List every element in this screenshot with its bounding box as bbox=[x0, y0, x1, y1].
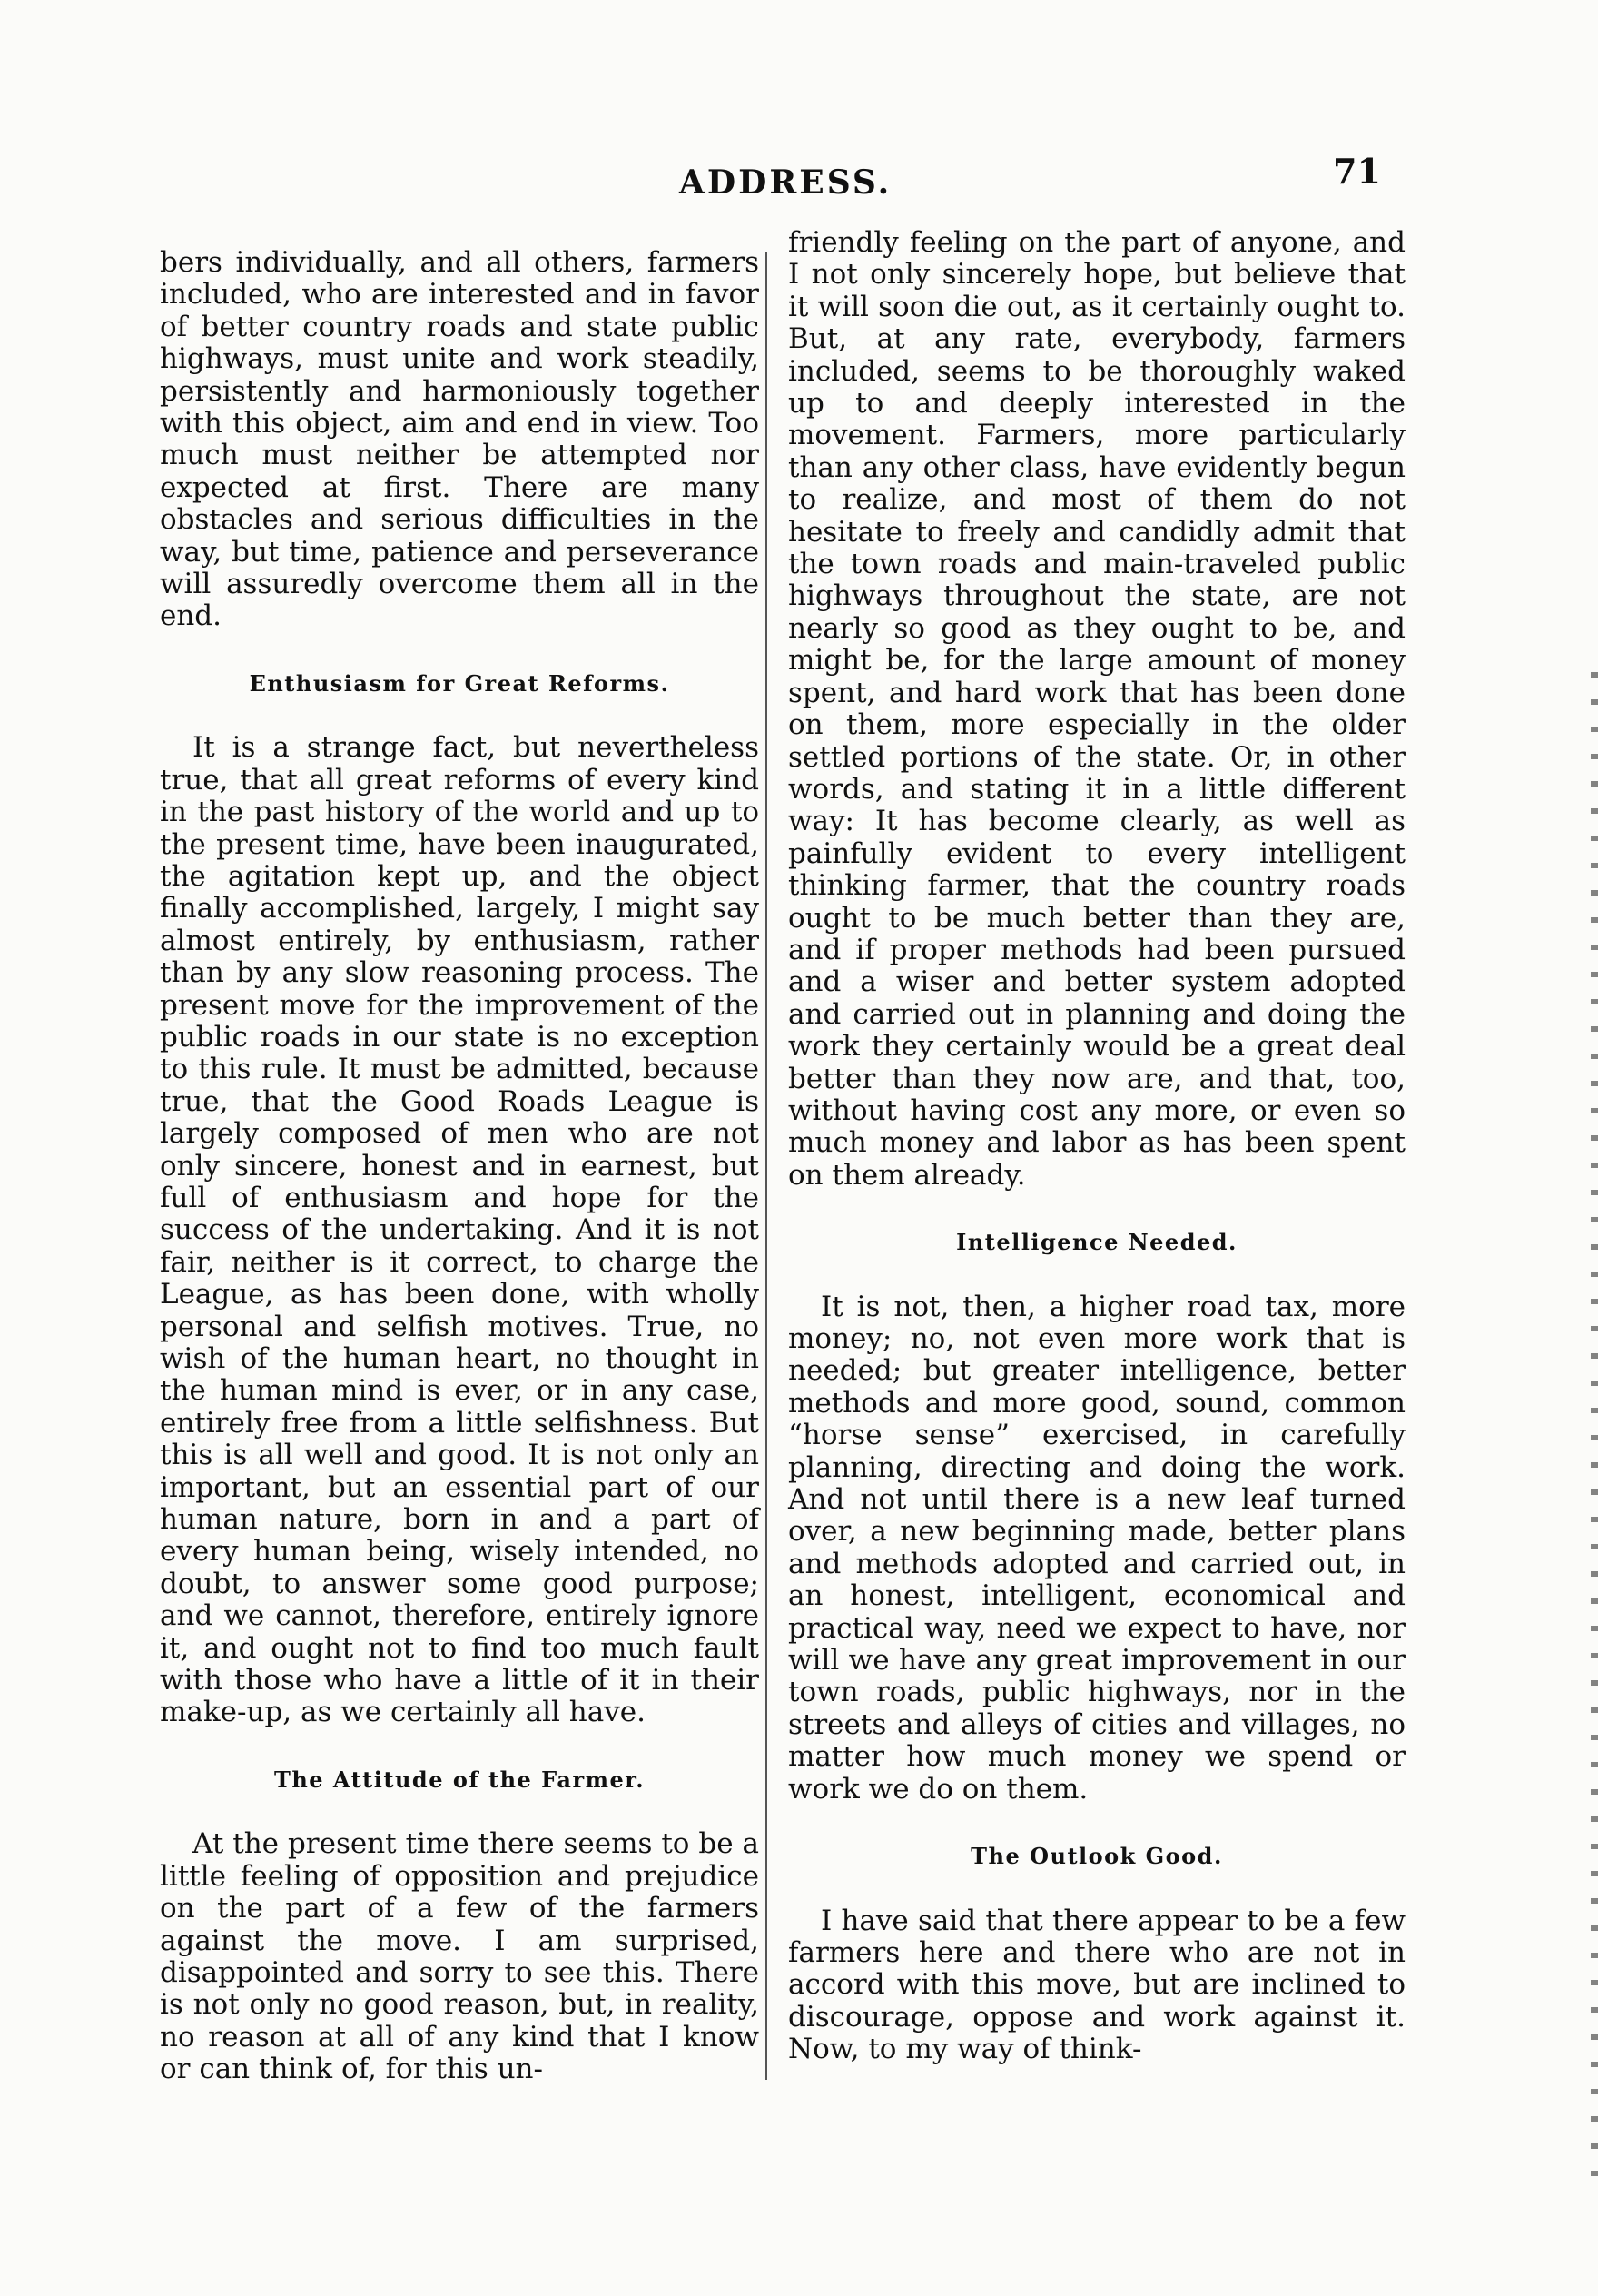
paragraph-attitude: At the present time there seems to be a little feeling of opposition and prejudice on the part of a few of the farmers against the move. I am surprised, disappointed and sorry to see this. There is not only no good reason, but, in reality, no reason at all of any kind that I know or can think of, for this un- bbox=[160, 1827, 759, 2086]
right-column bbox=[788, 227, 1406, 2066]
section-heading-intelligence: Intelligence Needed. bbox=[956, 1229, 1238, 1256]
opening-paragraph: bers individually, and all others, farmers included, who are interested and in favor of better country roads and state public highways, must unite and work steadily, persistently and harmoniously together with this object, aim and end in view. Too much must neither be attempted nor expected at first. There are many obstacles and serious difficulties in the way, but time, patience and perseverance will assuredly overcome them all in the end. bbox=[160, 246, 759, 633]
section-heading-enthusiasm: Enthusiasm for Great Reforms. bbox=[249, 669, 670, 697]
continued-paragraph: friendly feeling on the part of anyone, and I not only sincerely hope, but believe that it will soon die out, as it certainly ought to. But, at any rate, everybody, farmers included, seems to be thoroughly waked up to and deeply interested in the movement. Farmers, more particularly than any other class, have evidently begun to realize, and most of them do not hesitate to freely and candidly admit that the town roads and main-traveled public highways throughout the state, are not nearly so good as they ought to be, and might be, for the large amount of money spent, and hard work that has been done on them, more especially in the older settled portions of the state. Or, in other words, and stating it in a little different way: It has become clearly, as well as painfully evident to every intelligent thinking farmer, that the country roads ought to be much better than they are, and if proper methods had been pursued and a wiser and better system adopted and carried out in planning and doing the work they certainly would be a great deal better than they now are, and that, too, without having cost any more, or even so much money and labor as has been spent on them already. bbox=[788, 226, 1406, 1192]
column-divider bbox=[765, 252, 767, 2080]
paragraph-intelligence: It is not, then, a higher road tax, more money; no, not even more work that is needed; but greater intelligence, better methods and more good, sound, common “horse sense” exercised, in carefully planning, directing and doing the work. And not until there is a new leaf turned over, a new beginning made, better plans and methods adopted and carried out, in an honest, intelligent, economical and practical way, need we expect to have, nor will we have any great improvement in our town roads, public highways, nor in the streets and alleys of cities and villages, no matter how much money we spend or work we do on them. bbox=[788, 1290, 1406, 1806]
page-edge-scan-artifact bbox=[1591, 672, 1598, 2180]
running-title: ADDRESS. bbox=[679, 163, 893, 202]
page-number: 71 bbox=[1333, 151, 1381, 192]
paragraph-outlook: I have said that there appear to be a few farmers here and there who are not in accord with this move, but are inclined to discourage, oppose and work against it. Now, to my way of think- bbox=[788, 1904, 1406, 2066]
section-heading-outlook: The Outlook Good. bbox=[971, 1843, 1223, 1870]
paragraph-enthusiasm: It is a strange fact, but nevertheless true, that all great reforms of every kind in the past history of the world and up to the present time, have been inaugurated, the agitation kept up, and the object finally accomplished, largely, I might say almost entirely, by enthusiasm, rather than by any slow reasoning process. The present move for the improvement of the public roads in our state is no exception to this rule. It must be admitted, because true, that the Good Roads League is largely composed of men who are not only sincere, honest and in earnest, but full of enthusiasm and hope for the success of the undertaking. And it is not fair, neither is it correct, to charge the League, as has been done, with wholly personal and selfish motives. True, no wish of the human heart, no thought in the human mind is ever, or in any case, entirely free from a little selfishness. But this is all well and good. It is not only an important, but an essential part of our human nature, born in and a part of every human being, wisely intended, no doubt, to answer some good purpose; and we cannot, therefore, entirely ignore it, and ought not to find too much fault with those who have a little of it in their make-up, as we certainly all have. bbox=[160, 731, 759, 1729]
left-column bbox=[160, 247, 759, 2086]
section-heading-attitude: The Attitude of the Farmer. bbox=[273, 1766, 646, 1793]
